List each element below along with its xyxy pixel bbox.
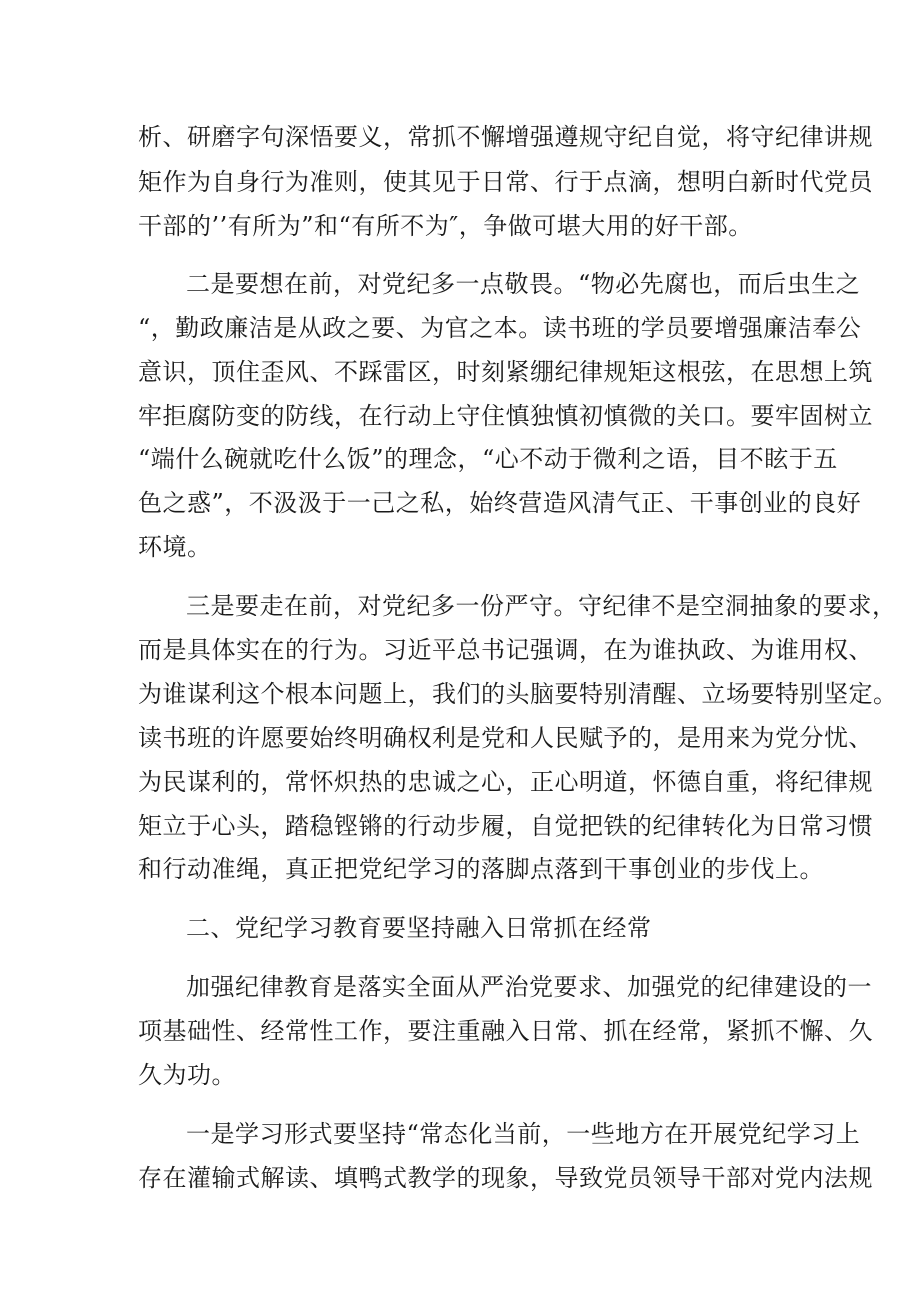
text-line: 环境。: [138, 533, 212, 561]
text-line: “端什么碗就吃什么饭”的理念，“心不动于微利之语，目不眩于五: [138, 445, 838, 473]
paragraph-first-line: 加强纪律教育是落实全面从严治党要求、加强党的纪律建设的一: [186, 973, 872, 1001]
text-line: 读书班的许愿要始终明确权利是党和人民赋予的，是用来为党分忧、: [138, 724, 873, 752]
text-line: 而是具体实在的行为。习近平总书记强调，在为谁执政、为谁用权、: [138, 636, 873, 664]
text-line: 意识，顶住歪风、不踩雷区，时刻紧绷纪律规矩这根弦，在思想上筑: [138, 358, 873, 386]
text-line: 干部的’’有所为”和“有所不为″，争做可堪大用的好干部。: [138, 212, 753, 240]
paragraph-first-line: 一是学习形式要坚持“常态化当前，一些地方在开展党纪学习上: [186, 1120, 861, 1148]
text-line: 和行动准绳，真正把党纪学习的落脚点落到干事创业的步伐上。: [138, 855, 824, 883]
text-line: 项基础性、经常性工作，要注重融入日常、抓在经常，紧抓不懈、久: [138, 1017, 873, 1045]
text-line: 析、研磨字句深悟要义，常抓不懈增强遵规守纪自觉，将守纪律讲规: [138, 123, 873, 151]
text-line: 矩作为自身行为准则，使其见于日常、行于点滴，想明白新时代党员: [138, 168, 873, 196]
text-line: 为民谋利的，常怀炽热的忠诚之心，正心明道，怀德自重，将纪律规: [138, 768, 873, 796]
text-line: 为谁谋利这个根本问题上，我们的头脑要特别清醒、立场要特别坚定。: [138, 680, 898, 708]
text-line: 牢拒腐防变的防线，在行动上守住慎独慎初慎微的关口。要牢固树立: [138, 402, 873, 430]
paragraph-first-line: 二是要想在前，对党纪多一点敬畏。“物必先腐也，而后虫生之: [186, 270, 861, 298]
section-heading: 二、党纪学习教育要坚持融入日常抓在经常: [186, 914, 652, 942]
text-line: “，勤政廉洁是从政之要、为官之本。读书班的学员要增强廉洁奉公: [138, 314, 862, 342]
text-line: 存在灌输式解读、填鸭式教学的现象，导致党员领导干部对党内法规: [138, 1164, 873, 1192]
paragraph-first-line: 三是要走在前，对党纪多一份严守。守纪律不是空洞抽象的要求，: [186, 592, 897, 620]
text-line: 矩立于心头，踏稳铿锵的行动步履，自觉把铁的纪律转化为日常习惯: [138, 812, 873, 840]
text-line: 久为功。: [138, 1061, 236, 1089]
text-line: 色之惑”，不汲汲于一己之私，始终营造风清气正、干事创业的良好: [138, 489, 862, 517]
